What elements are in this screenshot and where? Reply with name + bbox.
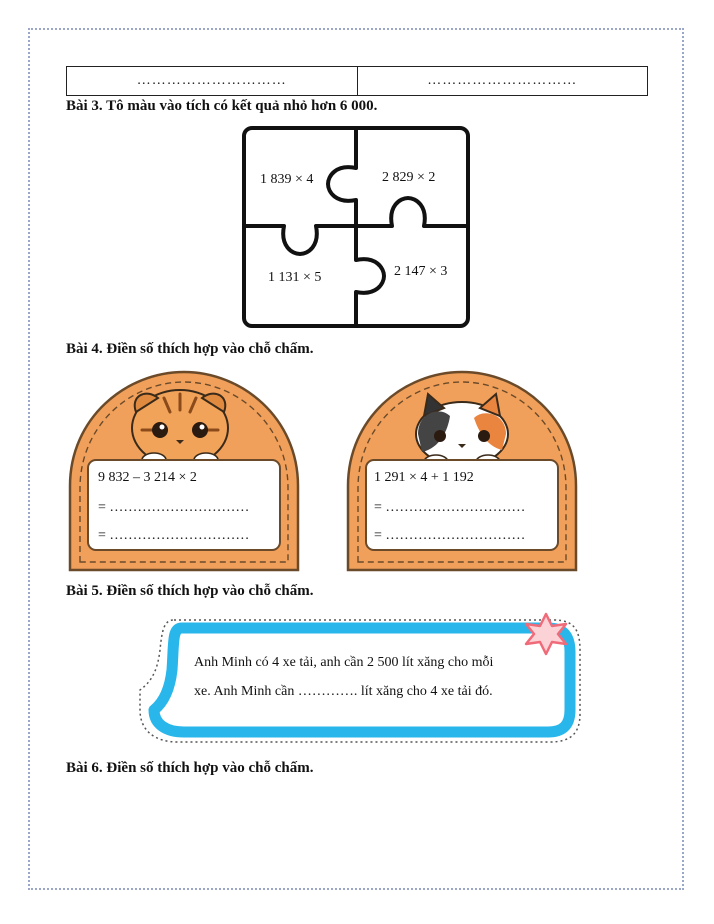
card-1-expression: 9 832 – 3 214 × 2: [98, 470, 197, 485]
heading-bai-5: Bài 5. Điền số thích hợp vào chỗ chấm.: [66, 583, 314, 599]
card-1-answer-line-2[interactable]: = …………………………: [98, 528, 250, 543]
answer-cell-right[interactable]: …………………………: [357, 67, 648, 95]
card-2-expression: 1 291 × 4 + 1 192: [374, 470, 474, 485]
heading-bai-6: Bài 6. Điền số thích hợp vào chỗ chấm.: [66, 760, 314, 776]
puzzle-piece-bottom-left[interactable]: 1 131 × 5: [268, 270, 322, 285]
card-2-answer-line-2[interactable]: = …………………………: [374, 528, 526, 543]
story-line-2[interactable]: xe. Anh Minh cần …………. lít xăng cho 4 xe tải đó.: [194, 684, 493, 699]
tabby-cat-icon: [132, 390, 228, 467]
puzzle-piece-top-left[interactable]: 1 839 × 4: [260, 172, 314, 187]
calico-cat-icon: [416, 394, 508, 469]
story-line-1: Anh Minh có 4 xe tải, anh cần 2 500 lít xăng cho mỗi: [194, 655, 494, 670]
heading-bai-4: Bài 4. Điền số thích hợp vào chỗ chấm.: [66, 341, 314, 357]
card-2-answer-line-1[interactable]: = …………………………: [374, 500, 526, 515]
puzzle-piece-bottom-right[interactable]: 2 147 × 3: [394, 264, 448, 279]
card-1-answer-line-1[interactable]: = …………………………: [98, 500, 250, 515]
heading-bai-3: Bài 3. Tô màu vào tích có kết quả nhỏ hơn 6 000.: [66, 98, 378, 114]
puzzle-piece-top-right[interactable]: 2 829 × 2: [382, 170, 436, 185]
answer-table: [66, 66, 648, 96]
jigsaw-puzzle: [240, 124, 472, 330]
answer-cell-left[interactable]: …………………………: [136, 73, 287, 88]
